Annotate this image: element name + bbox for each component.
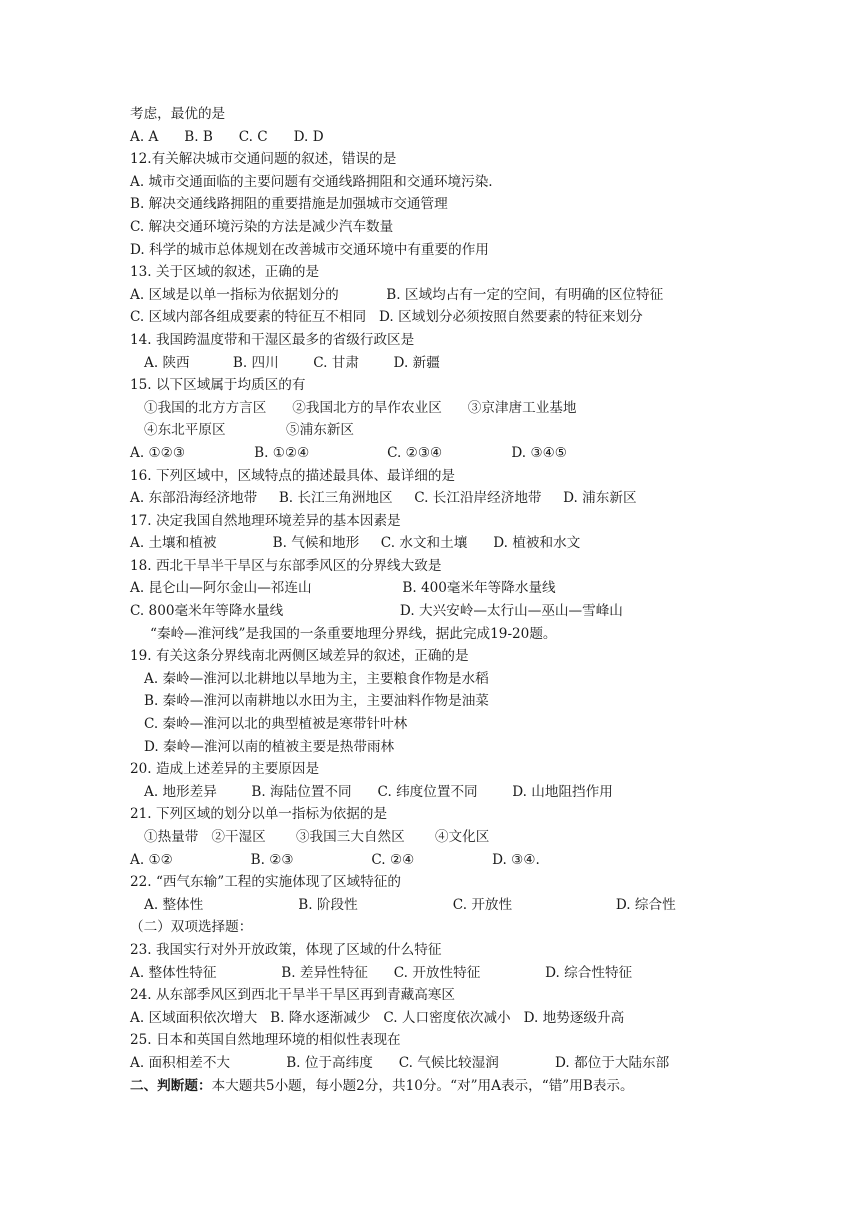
question-24: 24. 从东部季风区到西北干旱半干旱区再到青藏高寒区 [130,987,456,1004]
option-c: C. 解决交通环境污染的方法是减少汽车数量 [130,218,394,235]
answer-options: A. ①②③ B. ①②④ C. ②③④ D. ③④⑤ [130,444,567,461]
answer-options: A. 东部沿海经济地带 B. 长江三角洲地区 C. 长江沿岸经济地带 D. 浦东新区 [130,490,637,507]
question-18: 18. 西北干旱半干旱区与东部季风区的分界线大致是 [130,557,442,574]
option-a: A. 城市交通面临的主要问题有交通线路拥阻和交通环境污染. [130,173,493,190]
option-d: D. 科学的城市总体规划在改善城市交通环境中有重要的作用 [130,241,489,258]
question-23: 23. 我国实行对外开放政策，体现了区域的什么特征 [130,941,442,958]
choice-items: ④东北平原区 ⑤浦东新区 [144,422,355,439]
option-b: B. 解决交通线路拥阻的重要措施是加强城市交通管理 [130,196,448,213]
text-line: 考虑，最优的是 [130,106,226,122]
question-14: 14. 我国跨温度带和干湿区最多的省级行政区是 [130,331,415,348]
section-description: 本大题共5小题，每小题2分，共10分。“对”用A表示，“错”用B表示。 [211,1077,634,1094]
answer-options: A. 整体性 B. 阶段性 C. 开放性 D. 综合性 [144,896,676,913]
section-heading [130,1075,820,1098]
options-cd: C. 区域内部各组成要素的特征互不相同 D. 区域划分必须按照自然要素的特征来划分 [130,309,643,326]
question-17: 17. 决定我国自然地理环境差异的基本因素是 [130,512,401,529]
question-22: 22. “西气东输”工程的实施体现了区域特征的 [130,874,401,891]
option-d: D. 秦岭—淮河以南的植被主要是热带雨林 [144,738,395,755]
option-b: B. 秦岭—淮河以南耕地以水田为主，主要油料作物是油菜 [144,693,489,710]
question-15: 15. 以下区域属于均质区的有 [130,377,306,394]
subsection-title: （二）双项选择题： [130,919,253,936]
options-ab: A. 昆仑山—阿尔金山—祁连山 B. 400毫米年等降水量线 [130,580,556,597]
option-a: A. 秦岭—淮河以北耕地以旱地为主，主要粮食作物是水稻 [144,670,489,687]
section-title: 二、判断题： [130,1077,212,1094]
stem-19-20: “秦岭—淮河线”是我国的一条重要地理分界线，据此完成19-20题。 [150,625,557,642]
exam-page [130,103,820,1097]
question-21: 21. 下列区域的划分以单一指标为依据的是 [130,806,388,823]
answer-options: A. 面积相差不大 B. 位于高纬度 C. 气候比较湿润 D. 都位于大陆东部 [130,1054,670,1071]
choice-items: ①热量带 ②干湿区 ③我国三大自然区 ④文化区 [144,829,490,845]
answer-options: A. 陕西 B. 四川 C. 甘肃 D. 新疆 [144,354,440,371]
answer-options: A. A B. B C. C D. D [130,128,324,145]
options-cd: C. 800毫米年等降水量线 D. 大兴安岭—太行山—巫山—雪峰山 [130,603,623,620]
question-16: 16. 下列区域中，区域特点的描述最具体、最详细的是 [130,467,456,484]
question-19: 19. 有关这条分界线南北两侧区域差异的叙述，正确的是 [130,648,469,665]
answer-options: A. 整体性特征 B. 差异性特征 C. 开放性特征 D. 综合性特征 [130,964,633,981]
question-25: 25. 日本和英国自然地理环境的相似性表现在 [130,1032,401,1049]
answer-options: A. ①② B. ②③ C. ②④ D. ③④. [130,851,540,868]
answer-options: A. 地形差异 B. 海陆位置不同 C. 纬度位置不同 D. 山地阻挡作用 [144,783,613,800]
choice-items: ①我国的北方方言区 ②我国北方的旱作农业区 ③京津唐工业基地 [144,399,577,416]
answer-options: A. 土壤和植被 B. 气候和地形 C. 水文和土壤 D. 植被和水文 [130,535,581,552]
option-c: C. 秦岭—淮河以北的典型植被是寒带针叶林 [144,716,408,733]
answer-options: A. 区域面积依次增大 B. 降水逐渐减少 C. 人口密度依次减小 D. 地势逐级升高 [130,1009,625,1026]
question-12: 12.有关解决城市交通问题的叙述，错误的是 [130,151,397,168]
question-20: 20. 造成上述差异的主要原因是 [130,761,320,778]
options-ab: A. 区域是以单一指标为依据划分的 B. 区域均占有一定的空间，有明确的区位特征 [130,286,664,303]
question-13: 13. 关于区域的叙述，正确的是 [130,264,320,281]
